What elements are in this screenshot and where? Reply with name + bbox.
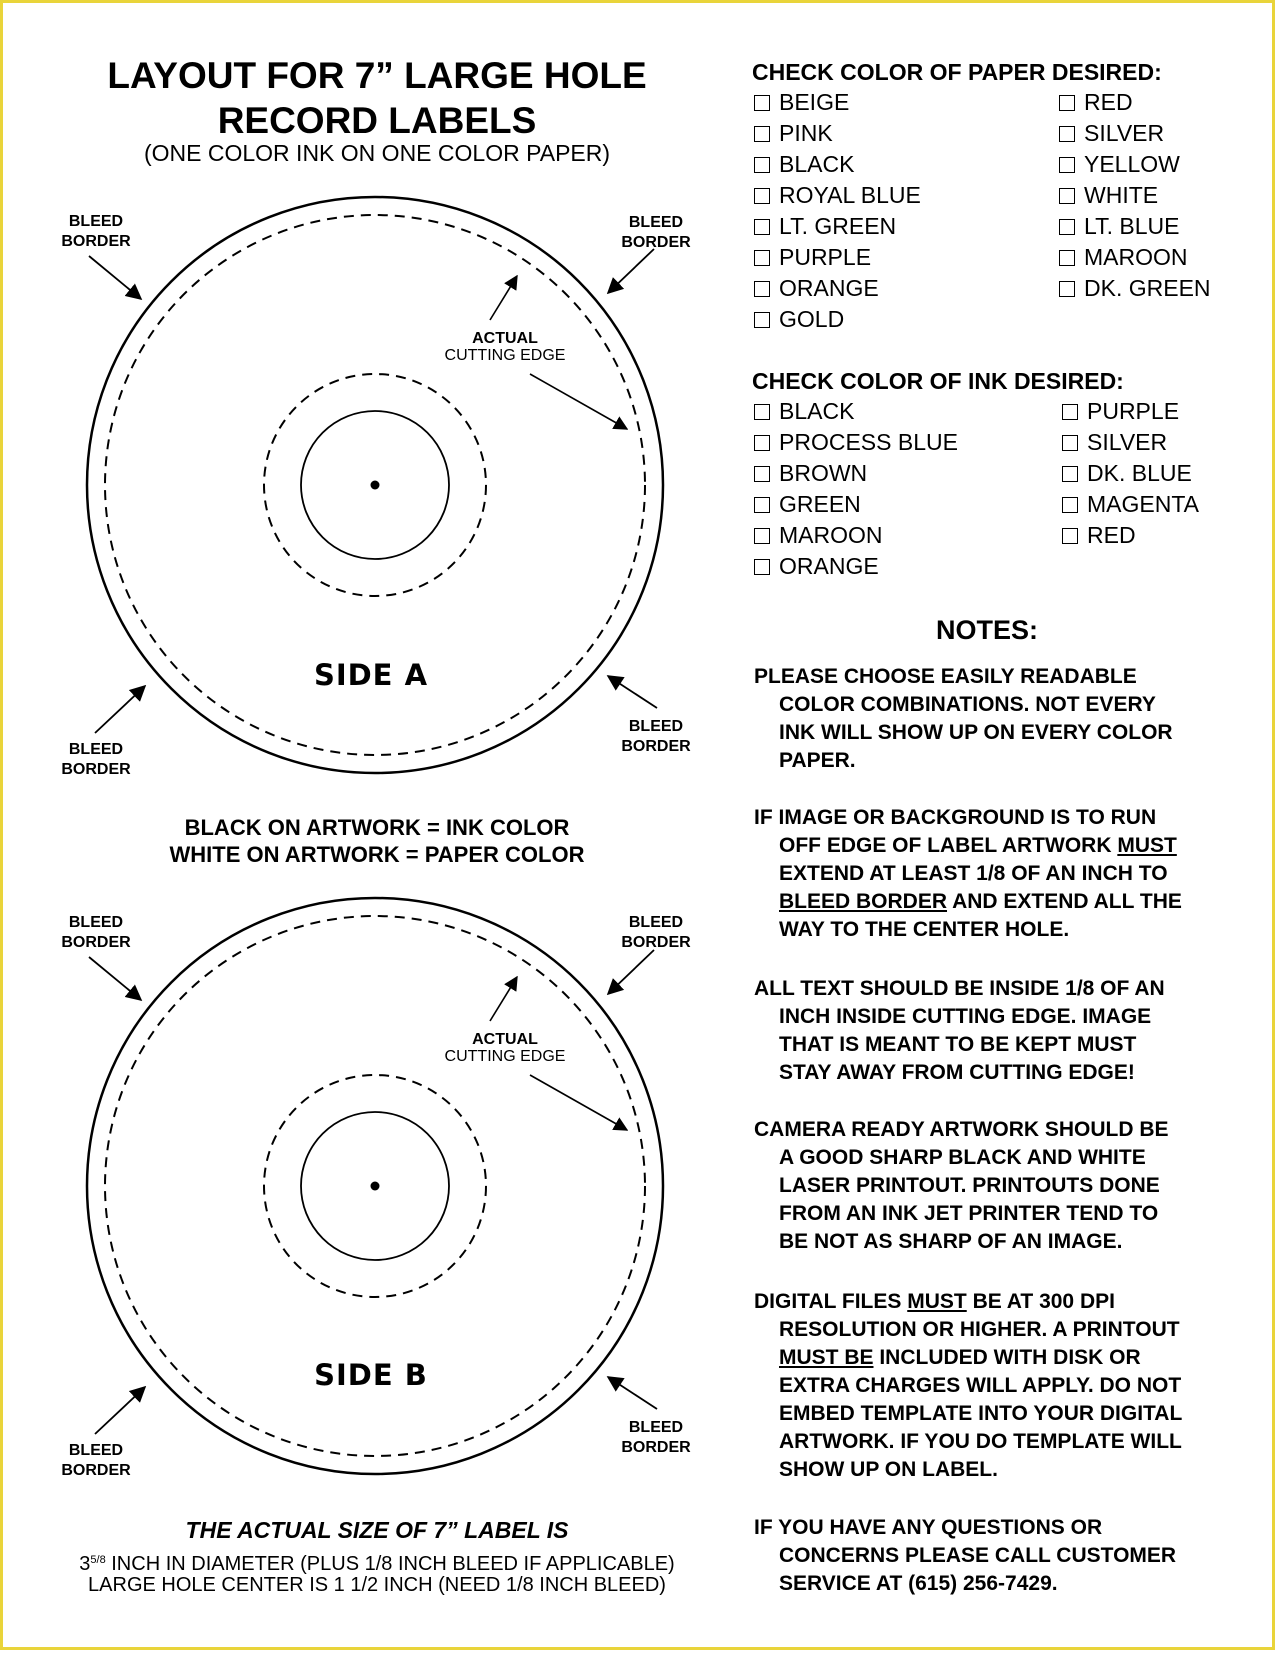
checkbox[interactable] bbox=[1059, 188, 1075, 204]
checkbox[interactable] bbox=[754, 188, 770, 204]
paper-option-dk-green[interactable]: DK. GREEN bbox=[1059, 273, 1211, 304]
page-subtitle: (ONE COLOR INK ON ONE COLOR PAPER) bbox=[143, 140, 611, 166]
checkbox[interactable] bbox=[1059, 219, 1075, 235]
paper-option-beige[interactable]: BEIGE bbox=[754, 87, 921, 118]
side-a-bleed-label-tr: BLEED BORDER bbox=[621, 214, 691, 251]
checkbox[interactable] bbox=[1062, 435, 1078, 451]
label-size-heading: THE ACTUAL SIZE OF 7” LABEL IS bbox=[185, 1517, 569, 1543]
paper-option-red[interactable]: RED bbox=[1059, 87, 1211, 118]
paper-option-maroon[interactable]: MAROON bbox=[1059, 242, 1211, 273]
side-a-label: SIDE A bbox=[313, 658, 429, 692]
side-b-label: SIDE B bbox=[314, 1358, 428, 1392]
ink-color-heading: CHECK COLOR OF INK DESIRED: bbox=[752, 368, 1124, 394]
checkbox[interactable] bbox=[754, 250, 770, 266]
paper-option-yellow[interactable]: YELLOW bbox=[1059, 149, 1211, 180]
checkbox[interactable] bbox=[1062, 528, 1078, 544]
checkbox[interactable] bbox=[1062, 497, 1078, 513]
side-a-arrow-bl bbox=[95, 686, 145, 733]
side-b-bleed-label-br: BLEED BORDER bbox=[621, 1419, 691, 1456]
checkbox[interactable] bbox=[754, 559, 770, 575]
checkbox[interactable] bbox=[754, 281, 770, 297]
legend-ink: BLACK ON ARTWORK = INK COLOR bbox=[184, 815, 570, 840]
side-a-arrow-tl bbox=[89, 256, 141, 299]
paper-option-lt-blue[interactable]: LT. BLUE bbox=[1059, 211, 1211, 242]
side-a-arrow-cut-right bbox=[530, 374, 627, 429]
page-title-line1: LAYOUT FOR 7” LARGE HOLE bbox=[107, 55, 647, 96]
note-text-inside: ALL TEXT SHOULD BE INSIDE 1/8 OF AN INCH INSIDE CUTTING EDGE. IMAGE THAT IS MEANT TO BE KEPT MUST STAY AWAY FROM CUTTING EDGE! bbox=[754, 977, 1165, 1084]
checkbox[interactable] bbox=[754, 435, 770, 451]
legend-paper: WHITE ON ARTWORK = PAPER COLOR bbox=[169, 842, 585, 867]
side-b-arrow-bl bbox=[95, 1387, 145, 1434]
paper-option-black[interactable]: BLACK bbox=[754, 149, 921, 180]
side-b-bleed-label-tr: BLEED BORDER bbox=[621, 914, 691, 951]
checkbox[interactable] bbox=[754, 126, 770, 142]
paper-color-list-col2 bbox=[1059, 87, 1211, 304]
checkbox[interactable] bbox=[754, 466, 770, 482]
paper-option-pink[interactable]: PINK bbox=[754, 118, 921, 149]
label-diameter-text: $3^{5/8}$ INCH IN DIAMETER (PLUS 1/8 INCH BLEED IF APPLICABLE) bbox=[79, 1553, 675, 1575]
checkbox[interactable] bbox=[1059, 250, 1075, 266]
side-b-bleed-label-tl: BLEED BORDER bbox=[61, 914, 131, 951]
checkbox[interactable] bbox=[754, 497, 770, 513]
side-a-bleed-label-tl: BLEED BORDER bbox=[61, 213, 131, 250]
checkbox[interactable] bbox=[1059, 157, 1075, 173]
side-b-arrow-cut-up bbox=[490, 977, 517, 1021]
side-a-arrow-tr bbox=[608, 249, 654, 293]
checkbox[interactable] bbox=[754, 219, 770, 235]
ink-option-maroon[interactable]: MAROON bbox=[754, 520, 958, 551]
note-bleed: IF IMAGE OR BACKGROUND IS TO RUN OFF EDGE OF LABEL ARTWORK MUST EXTEND AT LEAST 1/8 OF AN INCH TO BLEED BORDER AND EXTEND ALL THE WAY TO THE CENTER HOLE. bbox=[754, 806, 1182, 941]
ink-color-list-col1 bbox=[754, 396, 958, 582]
ink-option-green[interactable]: GREEN bbox=[754, 489, 958, 520]
side-b-spindle bbox=[371, 1182, 380, 1191]
note-digital-files: DIGITAL FILES MUST BE AT 300 DPI RESOLUTION OR HIGHER. A PRINTOUT MUST BE INCLUDED WITH DISK OR EXTRA CHARGES WILL APPLY. DO NOT EMBED TEMPLATE INTO YOUR DIGITAL ARTWORK. IF YOU DO TEMPLATE WILL SHOW UP ON LABEL. bbox=[754, 1290, 1183, 1481]
page-title-line2: RECORD LABELS bbox=[217, 100, 537, 141]
center-hole-text: LARGE HOLE CENTER IS 1 1/2 INCH (NEED 1/8 INCH BLEED) bbox=[88, 1574, 666, 1596]
paper-option-white[interactable]: WHITE bbox=[1059, 180, 1211, 211]
paper-option-royal-blue[interactable]: ROYAL BLUE bbox=[754, 180, 921, 211]
checkbox[interactable] bbox=[1059, 281, 1075, 297]
side-a-bleed-label-bl: BLEED BORDER bbox=[61, 741, 131, 778]
paper-color-heading: CHECK COLOR OF PAPER DESIRED: bbox=[752, 59, 1162, 85]
checkbox[interactable] bbox=[754, 95, 770, 111]
ink-option-purple[interactable]: PURPLE bbox=[1062, 396, 1199, 427]
side-a-arrow-cut-up bbox=[490, 276, 517, 320]
checkbox[interactable] bbox=[1062, 466, 1078, 482]
side-b-arrow-br bbox=[608, 1377, 657, 1409]
side-a-bleed-label-br: BLEED BORDER bbox=[621, 718, 691, 755]
ink-color-list-col2 bbox=[1062, 396, 1199, 551]
paper-option-purple[interactable]: PURPLE bbox=[754, 242, 921, 273]
side-a-arrow-br bbox=[608, 676, 657, 708]
checkbox[interactable] bbox=[754, 528, 770, 544]
note-questions: IF YOU HAVE ANY QUESTIONS OR CONCERNS PLEASE CALL CUSTOMER SERVICE AT (615) 256-7429. bbox=[754, 1516, 1177, 1595]
side-b-arrow-cut-right bbox=[530, 1075, 627, 1130]
checkbox[interactable] bbox=[1059, 95, 1075, 111]
notes-heading: NOTES: bbox=[935, 615, 1038, 645]
paper-color-list-col1 bbox=[754, 87, 921, 335]
ink-option-brown[interactable]: BROWN bbox=[754, 458, 958, 489]
side-b-bleed-label-bl: BLEED BORDER bbox=[61, 1442, 131, 1479]
side-b-arrow-tr bbox=[608, 950, 654, 994]
note-camera-ready: CAMERA READY ARTWORK SHOULD BE A GOOD SHARP BLACK AND WHITE LASER PRINTOUT. PRINTOUTS DONE FROM AN INK JET PRINTER TEND TO BE NOT AS SHARP OF AN IMAGE. bbox=[754, 1118, 1169, 1253]
ink-option-silver[interactable]: SILVER bbox=[1062, 427, 1199, 458]
ink-option-black[interactable]: BLACK bbox=[754, 396, 958, 427]
side-b-arrow-tl bbox=[89, 957, 141, 1000]
paper-option-gold[interactable]: GOLD bbox=[754, 304, 921, 335]
ink-option-magenta[interactable]: MAGENTA bbox=[1062, 489, 1199, 520]
paper-option-lt-green[interactable]: LT. GREEN bbox=[754, 211, 921, 242]
note-readable-colors: PLEASE CHOOSE EASILY READABLE COLOR COMBINATIONS. NOT EVERY INK WILL SHOW UP ON EVERY COLOR PAPER. bbox=[754, 665, 1173, 772]
checkbox[interactable] bbox=[1062, 404, 1078, 420]
checkbox[interactable] bbox=[1059, 126, 1075, 142]
paper-option-orange[interactable]: ORANGE bbox=[754, 273, 921, 304]
checkbox[interactable] bbox=[754, 157, 770, 173]
checkbox[interactable] bbox=[754, 404, 770, 420]
ink-option-process-blue[interactable]: PROCESS BLUE bbox=[754, 427, 958, 458]
paper-option-silver[interactable]: SILVER bbox=[1059, 118, 1211, 149]
checkbox[interactable] bbox=[754, 312, 770, 328]
ink-option-dk-blue[interactable]: DK. BLUE bbox=[1062, 458, 1199, 489]
ink-option-orange[interactable]: ORANGE bbox=[754, 551, 958, 582]
ink-option-red[interactable]: RED bbox=[1062, 520, 1199, 551]
side-b-cutting-edge-label: ACTUAL CUTTING EDGE bbox=[444, 1031, 566, 1065]
side-a-cutting-edge-label: ACTUAL CUTTING EDGE bbox=[444, 330, 566, 364]
side-a-spindle bbox=[371, 481, 380, 490]
